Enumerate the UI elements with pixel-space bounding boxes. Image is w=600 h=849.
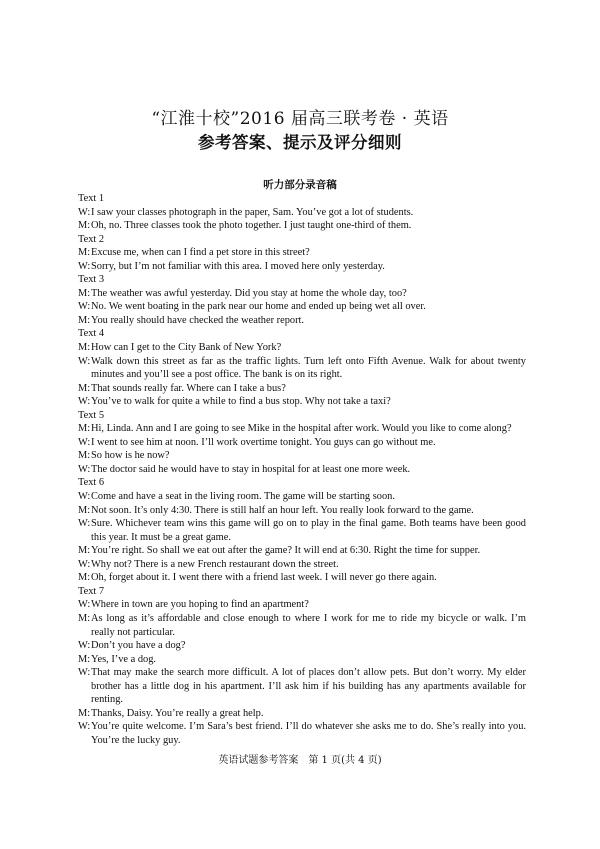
speaker-label: W: <box>78 260 91 272</box>
page-footer: 英语试题参考答案 第 1 页(共 4 页) <box>218 755 382 766</box>
speaker-label: W: <box>78 518 91 530</box>
dialogue-line <box>78 517 526 544</box>
text-label: Text 6 <box>78 477 105 489</box>
dialogue-text: Oh, no. Three classes took the photo together. I just taught one-third of them. <box>91 220 412 232</box>
text-label: Text 5 <box>78 409 105 421</box>
speaker-label: M: <box>78 314 91 326</box>
dialogue-text: The weather was awful yesterday. Did you stay at home the whole day, too? <box>91 287 407 299</box>
dialogue-line <box>78 639 526 653</box>
speaker-label: M: <box>78 382 91 394</box>
dialogue-line <box>78 314 526 328</box>
speaker-label: M: <box>78 572 91 584</box>
text-label: Text 3 <box>78 274 105 286</box>
dialogue-text: That sounds really far. Where can I take a bus? <box>91 382 286 394</box>
dialogue-line <box>78 300 526 314</box>
dialogue-text: No. We went boating in the park near our home and ended up being wet all over. <box>91 301 426 313</box>
dialogue-text: You’ve to walk for quite a while to find a bus stop. Why not take a taxi? <box>91 396 391 408</box>
dialogue-text: Hi, Linda. Ann and I are going to see Mike in the hospital after work. Would you like to come along? <box>91 423 512 435</box>
dialogue-line <box>78 653 526 667</box>
dialogue-text: That may make the search more difficult. A lot of places don’t allow pets. But don’t worry. My elder brother has a little dog in his apartment. I’ll ask him if his building has any apartments available for renting. <box>91 667 526 706</box>
dialogue-text: You really should have checked the weather report. <box>91 314 305 326</box>
dialogue-text: Not soon. It’s only 4:30. There is still half an hour left. You really look forward to the game. <box>91 504 474 516</box>
dialogue-line <box>78 598 526 612</box>
dialogue-line <box>78 395 526 409</box>
speaker-label: W: <box>78 355 91 367</box>
dialogue-text: Why not? There is a new French restaurant down the street. <box>91 558 339 570</box>
dialogue-text: Sorry, but I’m not familiar with this area. I moved here only yesterday. <box>91 260 385 272</box>
text-label: Text 7 <box>78 585 105 597</box>
dialogue-text: Don’t you have a dog? <box>91 640 186 652</box>
speaker-label: W: <box>78 436 91 448</box>
dialogue-line <box>78 246 526 260</box>
speaker-label: M: <box>78 287 91 299</box>
speaker-label: W: <box>78 463 91 475</box>
speaker-label: M: <box>78 423 91 435</box>
dialogue-line <box>78 544 526 558</box>
dialogue-line <box>78 463 526 477</box>
speaker-label: W: <box>78 558 91 570</box>
dialogue-text: You’re right. So shall we eat out after the game? It will end at 6:30. Right the time for supper. <box>91 545 481 557</box>
dialogue-line <box>78 720 526 747</box>
dialogue-text: I saw your classes photograph in the paper, Sam. You’ve got a lot of students. <box>91 206 414 218</box>
dialogue-line <box>78 504 526 518</box>
dialogue-line <box>78 219 526 233</box>
dialogue-text: Sure. Whichever team wins this game will go on to play in the final game. Both teams have been good this year. It must be a great game. <box>91 518 526 543</box>
dialogue-text: Walk down this street as far as the traffic lights. Turn left onto Fifth Avenue. Walk for about twenty minutes and you’ll see a post office. The bank is on its right. <box>91 355 526 381</box>
speaker-label: W: <box>78 721 91 733</box>
speaker-label: M: <box>78 220 91 232</box>
speaker-label: M: <box>78 545 91 557</box>
dialogue-line <box>78 666 526 707</box>
speaker-label: W: <box>78 599 91 611</box>
text-label: Text 1 <box>78 193 105 204</box>
speaker-label: W: <box>78 301 91 313</box>
document-subtitle: 参考答案、提示及评分细则 <box>198 133 402 152</box>
dialogue-line <box>78 449 526 463</box>
dialogue-text: Where in town are you hoping to find an apartment? <box>91 599 309 611</box>
document-title: “江淮十校”2016 届高三联考卷 · 英语 <box>151 109 449 129</box>
text-label: Text 2 <box>78 233 105 245</box>
dialogue-line <box>78 571 526 585</box>
dialogue-text: Yes, I’ve a dog. <box>91 653 157 665</box>
speaker-label: W: <box>78 206 91 218</box>
dialogue-text: How can I get to the City Bank of New York? <box>91 342 282 354</box>
dialogue-text: As long as it’s affordable and close enough to where I work for me to ride my bicycle or walk. I’m really not particular. <box>91 612 526 638</box>
section-title: 听力部分录音稿 <box>263 179 337 191</box>
dialogue-line <box>78 490 526 504</box>
speaker-label: M: <box>78 342 91 354</box>
dialogue-line <box>78 436 526 450</box>
dialogue-text: Oh, forget about it. I went there with a friend last week. I will never go there again. <box>91 572 437 584</box>
speaker-label: M: <box>78 247 91 259</box>
speaker-label: W: <box>78 667 91 679</box>
dialogue-line <box>78 206 526 220</box>
dialogue-line <box>78 558 526 572</box>
text-label: Text 4 <box>78 328 105 340</box>
dialogue-line <box>78 612 526 639</box>
dialogue-text: So how is he now? <box>91 450 170 462</box>
dialogue-line <box>78 260 526 274</box>
speaker-label: M: <box>78 504 91 516</box>
speaker-label: W: <box>78 640 91 652</box>
dialogue-line <box>78 341 526 355</box>
dialogue-line <box>78 707 526 721</box>
dialogue-text: I went to see him at noon. I’ll work overtime tonight. You guys can go without me. <box>91 436 436 448</box>
dialogue-text: You’re quite welcome. I’m Sara’s best friend. I’ll do whatever she asks me to do. She’s really into you. You’re the lucky guy. <box>91 721 526 746</box>
speaker-label: M: <box>78 707 91 719</box>
speaker-label: W: <box>78 396 91 408</box>
dialogue-line <box>78 422 526 436</box>
dialogue-line <box>78 382 526 396</box>
speaker-label: M: <box>78 450 91 462</box>
speaker-label: M: <box>78 612 91 624</box>
speaker-label: M: <box>78 653 91 665</box>
dialogue-line <box>78 287 526 301</box>
dialogue-text: Come and have a seat in the living room. The game will be starting soon. <box>91 491 395 503</box>
dialogue-text: Excuse me, when can I find a pet store in this street? <box>91 247 310 259</box>
dialogue-text: The doctor said he would have to stay in hospital for at least one more week. <box>91 463 411 475</box>
transcript-body <box>78 192 526 747</box>
dialogue-line <box>78 355 526 382</box>
dialogue-text: Thanks, Daisy. You’re really a great help. <box>91 707 264 719</box>
speaker-label: W: <box>78 491 91 503</box>
